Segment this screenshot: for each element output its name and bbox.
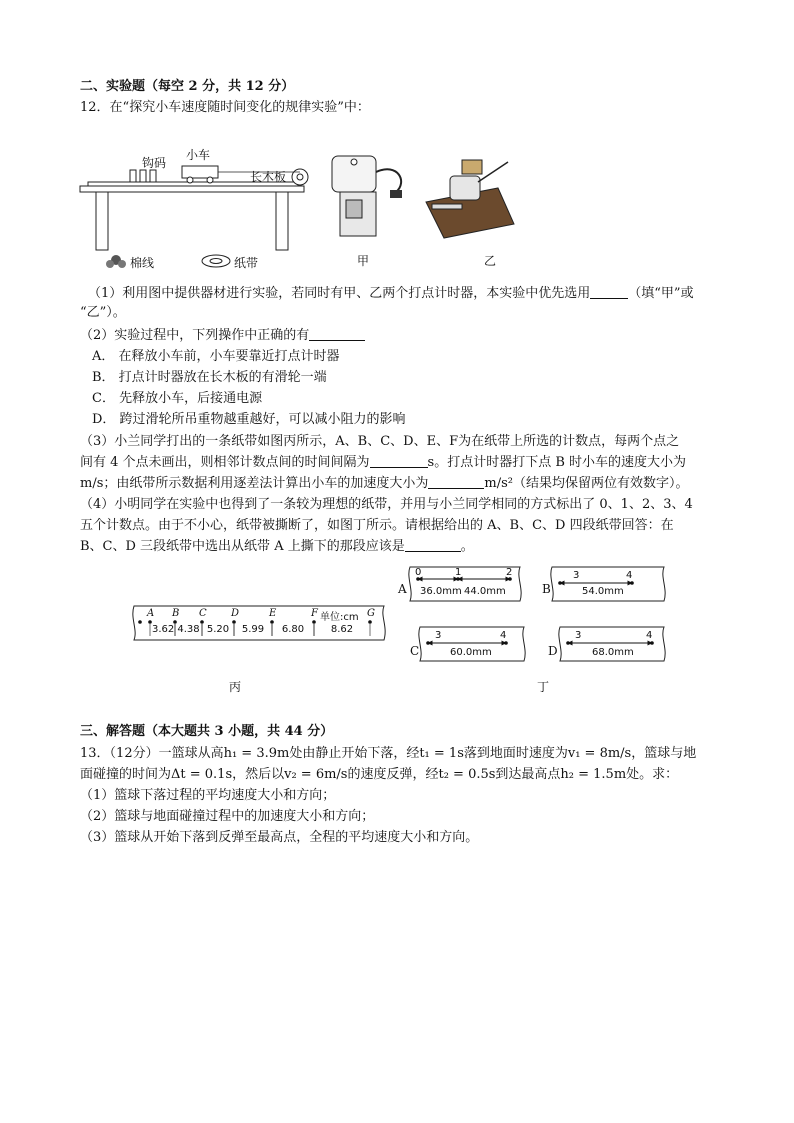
tape-b-mark-3: 3 (573, 570, 580, 581)
tape-a-mark-1: 1 (455, 567, 462, 578)
tape-d-seg: 68.0mm (592, 647, 634, 658)
tape-bing-figure (128, 600, 390, 648)
tape-bing-dot (138, 620, 142, 624)
label-tape: 纸带 (234, 256, 259, 270)
caption-ding: 丁 (537, 680, 550, 694)
tape-a-mark-0: 0 (415, 567, 422, 578)
tape-c-seg: 60.0mm (450, 647, 492, 658)
q12-part2: （2）实验过程中，下列操作中正确的有 (80, 325, 365, 347)
option-b: B． 打点计时器放在长木板的有滑轮一端 (92, 370, 327, 385)
tape-a-seg2: 44.0mm (464, 586, 506, 597)
tape-bing-segment: 5.20 (206, 624, 230, 635)
q12-part1-line1: （1）利用图中提供器材进行实验，若同时有甲、乙两个打点计时器，本实验中优先选用 （填“甲”或 (88, 286, 694, 301)
label-thread: 棉线 (130, 256, 155, 270)
tape-d-mark-3: 3 (575, 630, 582, 641)
tape-bing-segment: 3.62 (152, 624, 175, 635)
tape-bing-label-A: A (147, 608, 155, 619)
q12-stem: 12．在“探究小车速度随时间变化的规律实验”中： (80, 100, 370, 115)
tape-bing-label-G: G (367, 608, 375, 619)
table-leg-right (276, 192, 288, 250)
q12-part4-line2: 五个计数点。由于不小心，纸带被撕断了，如图丁所示。请根据给出的 A、B、C、D 四段纸带回答：在 (80, 518, 674, 533)
apparatus-figure (78, 142, 538, 274)
tape-bing-unit: 单位:cm (320, 612, 359, 623)
q13-line1: 13．（12分）一篮球从高h₁ = 3.9m处由静止开始下落，经t₁ = 1s落到地面时速度为v₁ = 8m/s，篮球与地 (80, 746, 697, 761)
answer-blank-1[interactable] (590, 284, 628, 299)
tape-ding-svg (396, 565, 686, 675)
label-yi: 乙 (484, 254, 497, 268)
answer-blank-2[interactable] (309, 326, 365, 341)
label-board: 长木板 (250, 170, 287, 184)
timer-jia-icon (332, 156, 402, 236)
answer-blank-3[interactable] (370, 453, 428, 468)
tape-c-mark-3: 3 (435, 630, 442, 641)
label-weight: 钩码 (142, 156, 167, 170)
tape-a-seg1: 36.0mm (420, 586, 462, 597)
tape-bing-segment: 8.62 (330, 624, 354, 635)
q12-part3-line1: （3）小兰同学打出的一条纸带如图丙所示，A、B、C、D、E、F为在纸带上所选的计数点，每两个点之 (80, 434, 680, 449)
tape-c-mark-4: 4 (500, 630, 507, 641)
tape-bing-point-G (368, 620, 372, 624)
cart-icon (182, 166, 218, 178)
q13-part3: （3）篮球从开始下落到反弹至最高点，全程的平均速度大小和方向。 (80, 830, 479, 845)
tape-bing-segment: 5.99 (241, 624, 265, 635)
tape-bing-segment: 6.80 (281, 624, 305, 635)
tape-a-mark-2: 2 (506, 567, 513, 578)
q13-part2: （2）篮球与地面碰撞过程中的加速度大小和方向； (80, 809, 375, 824)
caption-bing: 丙 (229, 680, 242, 694)
table-top (80, 186, 304, 192)
tape-bing-label-B: B (172, 608, 180, 619)
q12-part4-line1: （4）小明同学在实验中也得到了一条较为理想的纸带，并用与小兰同学相同的方式标出了 0、1、2、3、4 (80, 497, 693, 512)
q13-line2: 面碰撞的时间为Δt = 0.1s，然后以v₂ = 6m/s的速度反弹，经t₂ = 0.5s到达最高点h₂ = 1.5m处。求： (80, 767, 679, 782)
section3-heading: 三、解答题（本大题共 3 小题，共 44 分） (80, 724, 334, 739)
tape-bing-label-F: F (311, 608, 318, 619)
q13-part1: （1）篮球下落过程的平均速度大小和方向； (80, 788, 336, 803)
label-cart: 小车 (186, 148, 211, 162)
option-c: C． 先释放小车，后接通电源 (92, 391, 263, 406)
timer-yi-icon (426, 160, 514, 238)
answer-blank-5[interactable] (405, 537, 461, 552)
tape-ding-figure (396, 565, 686, 675)
label-jia: 甲 (357, 254, 370, 268)
option-d: D． 跨过滑轮所吊重物越重越好，可以减小阻力的影响 (92, 412, 406, 427)
q12-part3-line2: 间有 4 个点未画出，则相邻计数点间的时间间隔为 s。打点计时器打下点 B 时小车的速度大小为 (80, 455, 687, 470)
tape-a-label: A (398, 582, 407, 596)
table-leg-left (96, 192, 108, 250)
tape-b-label: B (542, 582, 551, 596)
tape-bing-label-C: C (199, 608, 207, 619)
option-a: A． 在释放小车前，小车要靠近打点计时器 (92, 349, 340, 364)
tape-c-label: C (410, 644, 420, 658)
weight-icon (130, 170, 136, 182)
tape-b-seg: 54.0mm (582, 586, 624, 597)
q12-part4-line3: B、C、D 三段纸带中选出从纸带 A 上撕下的那段应该是 。 (80, 539, 474, 554)
answer-blank-4[interactable] (428, 474, 484, 489)
tape-d-mark-4: 4 (646, 630, 653, 641)
tape-bing-segment: 4.38 (177, 624, 200, 635)
section2-heading: 二、实验题（每空 2 分，共 12 分） (80, 79, 295, 94)
tape-b-mark-4: 4 (626, 570, 633, 581)
q12-part3-line3: m/s；由纸带所示数据利用逐差法计算出小车的加速度大小为 m/s²（结果均保留两位有效数字）。 (80, 476, 689, 491)
tape-bing-label-D: D (231, 608, 240, 619)
q12-part1-line2: “乙”）。 (80, 305, 126, 320)
tape-d-label: D (548, 644, 558, 658)
tape-bing-label-E: E (269, 608, 277, 619)
